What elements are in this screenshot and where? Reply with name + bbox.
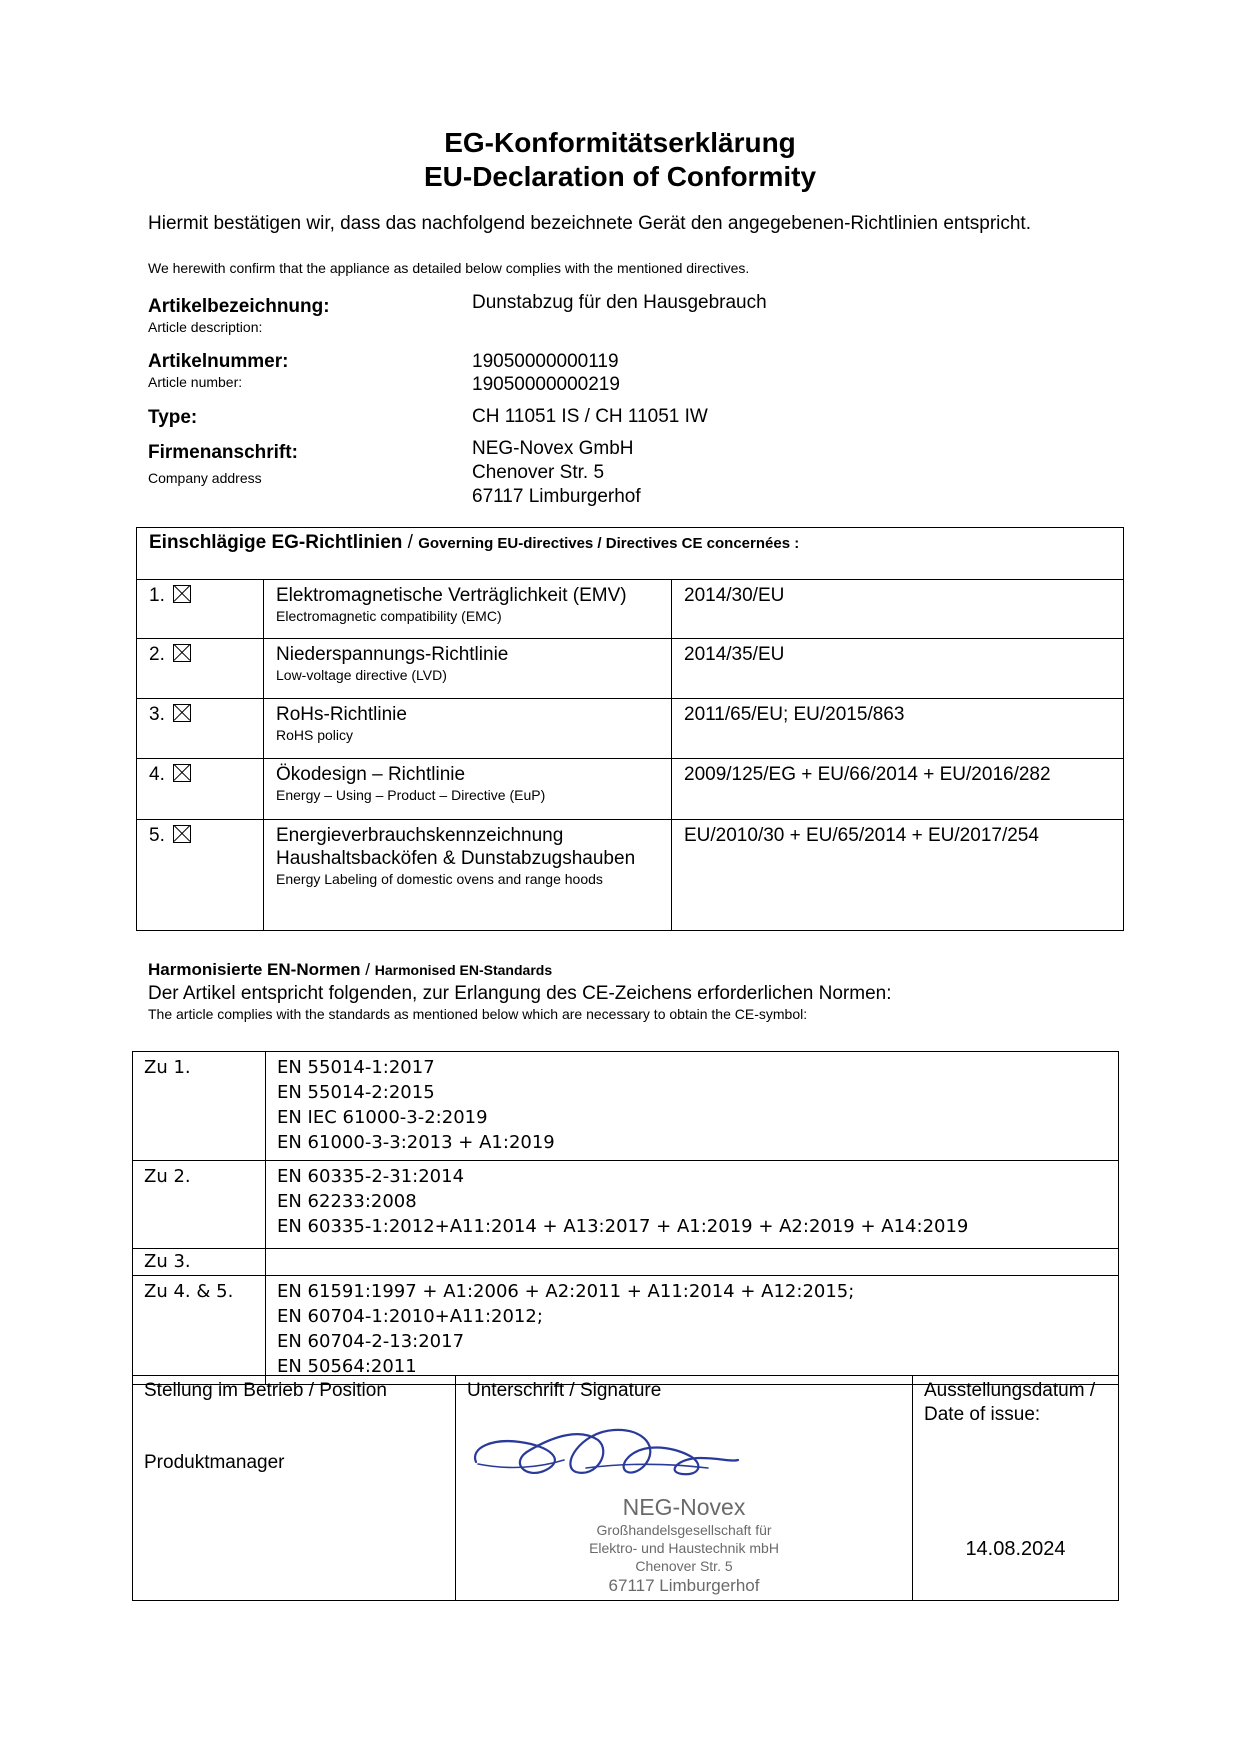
signature-table: [132, 1375, 1119, 1601]
directive-name-en: Energy – Using – Product – Directive (EuP): [276, 787, 546, 803]
directives-table: [136, 527, 1124, 931]
standard-item: EN 61591:1997 + A1:2006 + A2:2011 + A11:2014 + A12:2015;: [277, 1281, 855, 1302]
standards-heading-de: Harmonisierte EN-Normen: [148, 960, 361, 979]
position-label: Stellung im Betrieb / Position: [144, 1380, 387, 1401]
standard-item: EN 50564:2011: [277, 1356, 417, 1377]
intro-en: We herewith confirm that the appliance as detailed below complies with the mentioned directives.: [148, 260, 750, 276]
article-description-label: Artikelbezeichnung:: [148, 296, 330, 317]
directive-name-en: RoHS policy: [276, 727, 354, 743]
type-label: Type:: [148, 407, 198, 428]
standard-item: EN 55014-1:2017: [277, 1057, 435, 1078]
standards-row-values: [266, 1052, 1119, 1161]
directive-name-cell: [264, 639, 672, 699]
article-description-label-en: Article description:: [148, 319, 263, 335]
standards-intro-de: Der Artikel entspricht folgenden, zur Erlangung des CE-Zeichens erforderlichen Normen:: [148, 983, 892, 1004]
checked-box-icon: [173, 644, 191, 662]
directive-name-de: Elektromagnetische Verträglichkeit (EMV): [276, 585, 627, 606]
directive-name-de: Energieverbrauchskennzeichnung Haushaltsbacköfen & Dunstabzugshauben: [276, 825, 636, 869]
directive-row: [137, 699, 1124, 759]
directive-row: [137, 759, 1124, 820]
standard-item: EN 60335-2-31:2014: [277, 1166, 465, 1187]
company-label-en: Company address: [148, 470, 262, 486]
standards-intro-en: The article complies with the standards as mentioned below which are necessary to obtain the CE-symbol:: [148, 1006, 808, 1022]
directive-number: 4.: [149, 764, 165, 785]
checked-box-icon: [173, 764, 191, 782]
article-number-value-2: 19050000000219: [472, 374, 620, 395]
company-line-2: Chenover Str. 5: [472, 462, 605, 483]
stamp-line: Großhandelsgesellschaft für: [596, 1522, 772, 1538]
company-line-3: 67117 Limburgerhof: [472, 486, 641, 507]
stamp-line: Chenover Str. 5: [635, 1558, 733, 1574]
directive-name-cell: [264, 580, 672, 639]
company-stamp: [456, 1494, 912, 1596]
position-cell: [133, 1376, 456, 1601]
intro-de: Hiermit bestätigen wir, dass das nachfolgend bezeichnete Gerät den angegebenen-Richtlinien entspricht.: [148, 213, 1031, 234]
standards-heading-en: Harmonised EN-Standards: [374, 962, 553, 978]
directives-heading-sep: /: [402, 532, 419, 553]
stamp-line: 67117 Limburgerhof: [608, 1576, 760, 1595]
checked-box-icon: [173, 704, 191, 722]
date-value: 14.08.2024: [965, 1538, 1066, 1560]
standards-table: [132, 1051, 1119, 1385]
title-de: EG-Konformitätserklärung: [444, 127, 796, 158]
signature-cell: [456, 1376, 913, 1601]
directive-number-cell: [137, 699, 264, 759]
standards-row-label: Zu 3.: [133, 1249, 266, 1276]
standards-row: [133, 1249, 1119, 1276]
directive-number: 5.: [149, 825, 165, 846]
directive-name-de: RoHs-Richtlinie: [276, 704, 407, 725]
directive-row: [137, 639, 1124, 699]
directive-name-en: Energy Labeling of domestic ovens and range hoods: [276, 871, 603, 887]
standards-row-label: Zu 2.: [133, 1161, 266, 1249]
signature-label: Unterschrift / Signature: [467, 1380, 662, 1401]
company-line-1: NEG-Novex GmbH: [472, 438, 634, 459]
checked-box-icon: [173, 825, 191, 843]
directive-name-en: Low-voltage directive (LVD): [276, 667, 447, 683]
standard-item: EN 60704-1:2010+A11:2012;: [277, 1306, 543, 1327]
directive-row: [137, 820, 1124, 931]
date-cell: [913, 1376, 1119, 1601]
stamp-line: NEG-Novex: [622, 1494, 746, 1520]
standards-row-values: [266, 1249, 1119, 1276]
standards-heading-sep: /: [360, 960, 375, 979]
directive-number-cell: [137, 639, 264, 699]
directives-heading-en: Governing EU-directives / Directives CE concernées :: [418, 535, 800, 552]
standard-item: EN 60704-2-13:2017: [277, 1331, 465, 1352]
signature-row: [133, 1376, 1119, 1601]
directive-name-cell: [264, 820, 672, 931]
directive-name-de: Ökodesign – Richtlinie: [276, 764, 466, 785]
directive-name-cell: [264, 699, 672, 759]
checked-box-icon: [173, 585, 191, 603]
standard-item: EN 60335-1:2012+A11:2014 + A13:2017 + A1:2019 + A2:2019 + A14:2019: [277, 1216, 969, 1237]
stamp-line: Elektro- und Haustechnik mbH: [589, 1540, 779, 1556]
directive-row: [137, 580, 1124, 639]
directive-ref: 2014/30/EU: [672, 580, 1124, 639]
directive-name-de: Niederspannungs-Richtlinie: [276, 644, 509, 665]
standards-heading: [148, 960, 552, 980]
directives-heading-de: Einschlägige EG-Richtlinien: [149, 532, 403, 553]
standards-row-values: [266, 1276, 1119, 1385]
directive-number: 1.: [149, 585, 165, 606]
standards-row-label: Zu 1.: [133, 1052, 266, 1161]
standard-item: EN 62233:2008: [277, 1191, 417, 1212]
standard-item: EN 61000-3-3:2013 + A1:2019: [277, 1132, 555, 1153]
title-en: EU-Declaration of Conformity: [423, 161, 817, 192]
position-value: Produktmanager: [144, 1452, 285, 1473]
standards-row: [133, 1052, 1119, 1161]
directive-number-cell: [137, 820, 264, 931]
directive-ref: 2011/65/EU; EU/2015/863: [672, 699, 1124, 759]
standard-item: EN IEC 61000-3-2:2019: [277, 1107, 488, 1128]
date-label: Ausstellungsdatum / Date of issue:: [924, 1380, 1096, 1425]
directive-ref: 2014/35/EU: [672, 639, 1124, 699]
directive-ref: EU/2010/30 + EU/65/2014 + EU/2017/254: [672, 820, 1124, 931]
directive-name-cell: [264, 759, 672, 820]
standards-row-label: Zu 4. & 5.: [133, 1276, 266, 1385]
article-number-label-en: Article number:: [148, 374, 243, 390]
directive-name-en: Electromagnetic compatibility (EMC): [276, 608, 502, 624]
company-label: Firmenanschrift:: [148, 442, 298, 463]
article-number-label: Artikelnummer:: [148, 351, 289, 372]
directive-number: 3.: [149, 704, 165, 725]
directive-number-cell: [137, 580, 264, 639]
article-description-value: Dunstabzug für den Hausgebrauch: [472, 292, 767, 313]
directives-heading-cell: [137, 528, 1124, 580]
standards-row: [133, 1161, 1119, 1249]
directive-number: 2.: [149, 644, 165, 665]
type-value: CH 11051 IS / CH 11051 IW: [472, 406, 708, 427]
directive-number-cell: [137, 759, 264, 820]
standards-row-values: [266, 1161, 1119, 1249]
directive-ref: 2009/125/EG + EU/66/2014 + EU/2016/282: [672, 759, 1124, 820]
signature-image: [468, 1410, 758, 1488]
directives-header-row: [137, 528, 1124, 580]
standards-row: [133, 1276, 1119, 1385]
article-number-value-1: 19050000000119: [472, 351, 619, 372]
standard-item: EN 55014-2:2015: [277, 1082, 435, 1103]
